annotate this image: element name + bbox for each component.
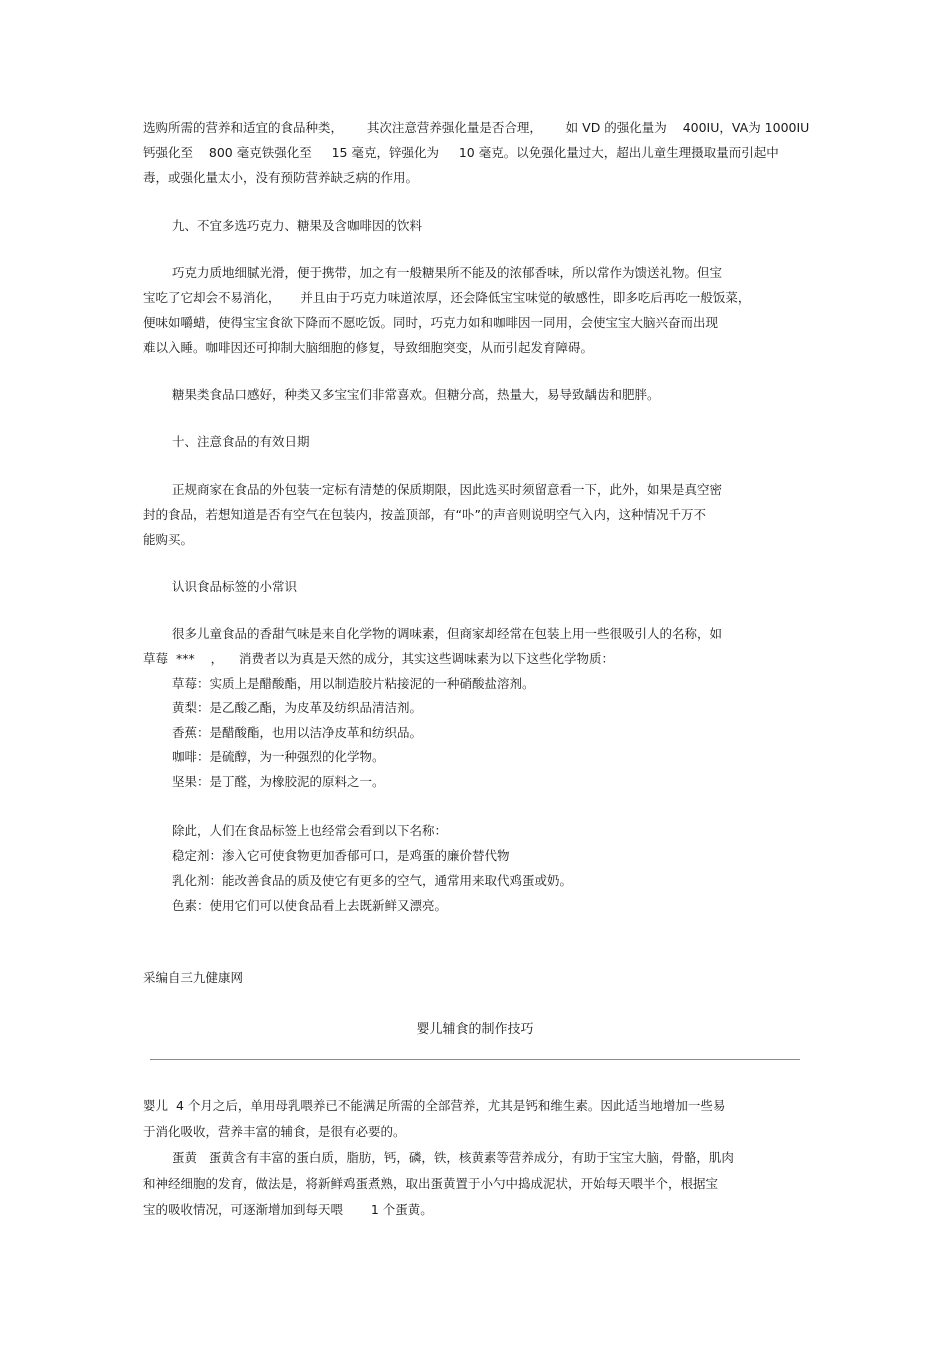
paragraph-line: 便味如嚼蜡，使得宝宝食欲下降而不愿吃饭。同时，巧克力如和咖啡因一同用，会使宝宝大脑兴奋而出现 [143,315,719,330]
list-item: 坚果：是丁醛，为橡胶泥的原料之一。 [172,774,385,789]
paragraph-line: 宝的吸收情况，可逐渐增加到每天喂 1 个蛋黄。 [143,1202,433,1217]
source-note: 采编自三九健康网 [143,970,244,985]
paragraph-line: 正规商家在食品的外包装一定标有清楚的保质期限，因此选买时须留意看一下，此外，如果是真空密 [172,482,723,497]
list-item: 黄梨：是乙酸乙酯，为皮革及纺织品清洁剂。 [172,700,423,715]
section-heading-9: 九、不宜多选巧克力、糖果及含咖啡因的饮料 [172,218,423,233]
list-item: 草莓：实质上是醋酸酯，用以制造胶片粘接泥的一种硝酸盐溶剂。 [172,676,535,691]
paragraph-line: 能购买。 [143,532,194,547]
paragraph-line: 除此，人们在食品标签上也经常会看到以下名称： [172,823,448,838]
paragraph-line: 于消化吸收，营养丰富的辅食，是很有必要的。 [143,1124,406,1139]
paragraph-line: 糖果类食品口感好，种类又多宝宝们非常喜欢。但糖分高，热量大，易导致龋齿和肥胖。 [172,387,660,402]
list-item: 乳化剂：能改善食品的质及使它有更多的空气，通常用来取代鸡蛋或奶。 [172,873,573,888]
list-item: 香蕉：是醋酸酯，也用以洁净皮革和纺织品。 [172,725,423,740]
paragraph-line: 婴儿 4 个月之后，单用母乳喂养已不能满足所需的全部营养，尤其是钙和维生素。因此适当地增加一些易 [143,1098,726,1113]
paragraph-line: 选购所需的营养和适宜的食品种类， 其次注意营养强化量是否合理， 如 VD 的强化量为 400IU，VA为 1000IU [143,120,810,135]
list-item: 咖啡：是硫醇，为一种强烈的化学物。 [172,749,385,764]
paragraph-line: 毒，或强化量太小，没有预防营养缺乏病的作用。 [143,170,419,185]
article-title: 婴儿辅食的制作技巧 [416,1022,534,1037]
list-item: 稳定剂：渗入它可使食物更加香郁可口，是鸡蛋的廉价替代物 [172,848,510,863]
paragraph-line: 蛋黄 蛋黄含有丰富的蛋白质，脂肪，钙，磷，铁，核黄素等营养成分，有助于宝宝大脑，骨骼，肌肉 [172,1150,734,1165]
paragraph-line: 草莓 *** ， 消费者以为真是天然的成分，其实这些调味素为以下这些化学物质： [143,651,614,666]
horizontal-divider [150,1059,800,1060]
paragraph-line: 和神经细胞的发育，做法是，将新鲜鸡蛋煮熟，取出蛋黄置于小勺中捣成泥状，开始每天喂半个，根据宝 [143,1176,719,1191]
paragraph-line: 封的食品，若想知道是否有空气在包装内，按盖顶部，有“卟”的声音则说明空气入内，这种情况千万不 [143,507,706,522]
list-item: 色素：使用它们可以使食品看上去既新鲜又漂亮。 [172,898,448,913]
paragraph-line: 钙强化至 800 毫克铁强化至 15 毫克，锌强化为 10 毫克。以免强化量过大，超出儿童生理摄取量而引起中 [143,145,779,160]
paragraph-line: 很多儿童食品的香甜气味是来自化学物的调味素，但商家却经常在包装上用一些很吸引人的名称，如 [172,626,723,641]
paragraph-line: 难以入睡。咖啡因还可抑制大脑细胞的修复，导致细胞突变，从而引起发育障碍。 [143,340,594,355]
section-heading-10: 十、注意食品的有效日期 [172,434,310,449]
subsection-heading: 认识食品标签的小常识 [172,579,298,594]
paragraph-line: 宝吃了它却会不易消化， 并且由于巧克力味道浓厚，还会降低宝宝味觉的敏感性，即多吃后再吃一般饭菜， [143,290,751,305]
paragraph-line: 巧克力质地细腻光滑，便于携带，加之有一般糖果所不能及的浓郁香味，所以常作为馈送礼物。但宝 [172,265,723,280]
